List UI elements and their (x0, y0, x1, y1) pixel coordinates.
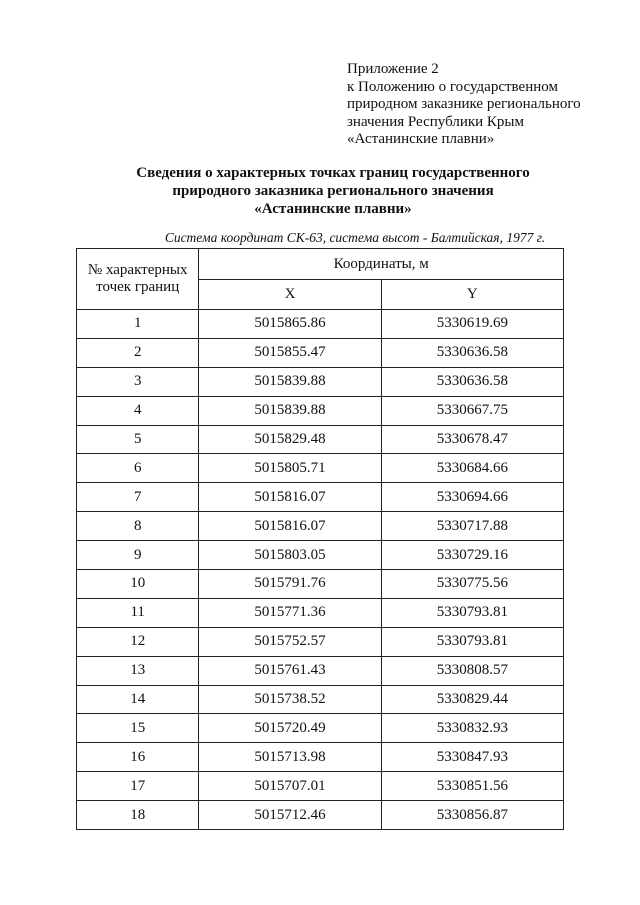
y-cell: 5330667.75 (381, 396, 563, 425)
x-cell: 5015855.47 (199, 338, 381, 367)
x-cell: 5015805.71 (199, 454, 381, 483)
table-row (77, 425, 564, 454)
y-cell: 5330619.69 (381, 310, 563, 339)
table-row (77, 656, 564, 685)
table-row (77, 512, 564, 541)
point-number-cell: 4 (77, 396, 199, 425)
x-cell: 5015803.05 (199, 541, 381, 570)
header-point-number-line: № характерных (87, 262, 188, 278)
y-cell: 5330636.58 (381, 338, 563, 367)
x-cell: 5015791.76 (199, 570, 381, 599)
y-cell: 5330808.57 (381, 656, 563, 685)
y-cell: 5330793.81 (381, 598, 563, 627)
y-cell: 5330851.56 (381, 772, 563, 801)
table-row (77, 598, 564, 627)
table-row (77, 685, 564, 714)
appendix-line: значения Республики Крым (347, 113, 524, 130)
table-row (77, 454, 564, 483)
point-number-cell: 11 (77, 598, 199, 627)
x-cell: 5015712.46 (199, 801, 381, 830)
y-cell: 5330729.16 (381, 541, 563, 570)
point-number-cell: 9 (77, 541, 199, 570)
appendix-note (347, 61, 617, 149)
table-row (77, 541, 564, 570)
x-cell: 5015707.01 (199, 772, 381, 801)
coordinate-system-note: Система координат СК-63, система высот - Балтийская, 1977 г. (164, 230, 546, 245)
header-point-number (77, 249, 199, 310)
y-cell: 5330793.81 (381, 627, 563, 656)
y-cell: 5330832.93 (381, 714, 563, 743)
point-number-cell: 10 (77, 570, 199, 599)
x-cell: 5015771.36 (199, 598, 381, 627)
title-line: Сведения о характерных точках границ государственного (136, 165, 530, 181)
x-cell: 5015816.07 (199, 512, 381, 541)
point-number-cell: 17 (77, 772, 199, 801)
header-coordinates: Координаты, м (199, 249, 564, 280)
table-row (77, 338, 564, 367)
table-row (77, 714, 564, 743)
y-cell: 5330775.56 (381, 570, 563, 599)
table-row (77, 310, 564, 339)
title-line: природного заказника регионального значения (172, 183, 494, 199)
y-cell: 5330829.44 (381, 685, 563, 714)
y-cell: 5330684.66 (381, 454, 563, 483)
title-line: «Астанинские плавни» (254, 201, 412, 217)
table-row (77, 396, 564, 425)
table-row (77, 483, 564, 512)
point-number-cell: 7 (77, 483, 199, 512)
appendix-line: «Астанинские плавни» (347, 131, 495, 147)
y-cell: 5330717.88 (381, 512, 563, 541)
document-title (60, 164, 606, 218)
table-row (77, 772, 564, 801)
point-number-cell: 1 (77, 310, 199, 339)
point-number-cell: 2 (77, 338, 199, 367)
coordinates-table (76, 248, 564, 830)
point-number-cell: 6 (77, 454, 199, 483)
point-number-cell: 12 (77, 627, 199, 656)
y-cell: 5330856.87 (381, 801, 563, 830)
table-row (77, 801, 564, 830)
x-cell: 5015839.88 (199, 396, 381, 425)
table-row (77, 743, 564, 772)
x-cell: 5015752.57 (199, 627, 381, 656)
point-number-cell: 15 (77, 714, 199, 743)
header-y: Y (381, 280, 563, 310)
x-cell: 5015865.86 (199, 310, 381, 339)
point-number-cell: 16 (77, 743, 199, 772)
point-number-cell: 14 (77, 685, 199, 714)
table-row (77, 570, 564, 599)
point-number-cell: 13 (77, 656, 199, 685)
point-number-cell: 3 (77, 367, 199, 396)
table-row (77, 627, 564, 656)
x-cell: 5015713.98 (199, 743, 381, 772)
appendix-line: Приложение 2 (347, 61, 439, 77)
y-cell: 5330847.93 (381, 743, 563, 772)
header-x: X (199, 280, 381, 310)
y-cell: 5330694.66 (381, 483, 563, 512)
header-point-number-line: точек границ (96, 279, 180, 295)
appendix-line: природном заказнике регионального (347, 96, 581, 112)
point-number-cell: 5 (77, 425, 199, 454)
table-row (77, 367, 564, 396)
x-cell: 5015738.52 (199, 685, 381, 714)
y-cell: 5330678.47 (381, 425, 563, 454)
appendix-line: к Положению о государственном (347, 78, 558, 95)
point-number-cell: 8 (77, 512, 199, 541)
x-cell: 5015829.48 (199, 425, 381, 454)
y-cell: 5330636.58 (381, 367, 563, 396)
point-number-cell: 18 (77, 801, 199, 830)
x-cell: 5015839.88 (199, 367, 381, 396)
x-cell: 5015816.07 (199, 483, 381, 512)
x-cell: 5015761.43 (199, 656, 381, 685)
x-cell: 5015720.49 (199, 714, 381, 743)
